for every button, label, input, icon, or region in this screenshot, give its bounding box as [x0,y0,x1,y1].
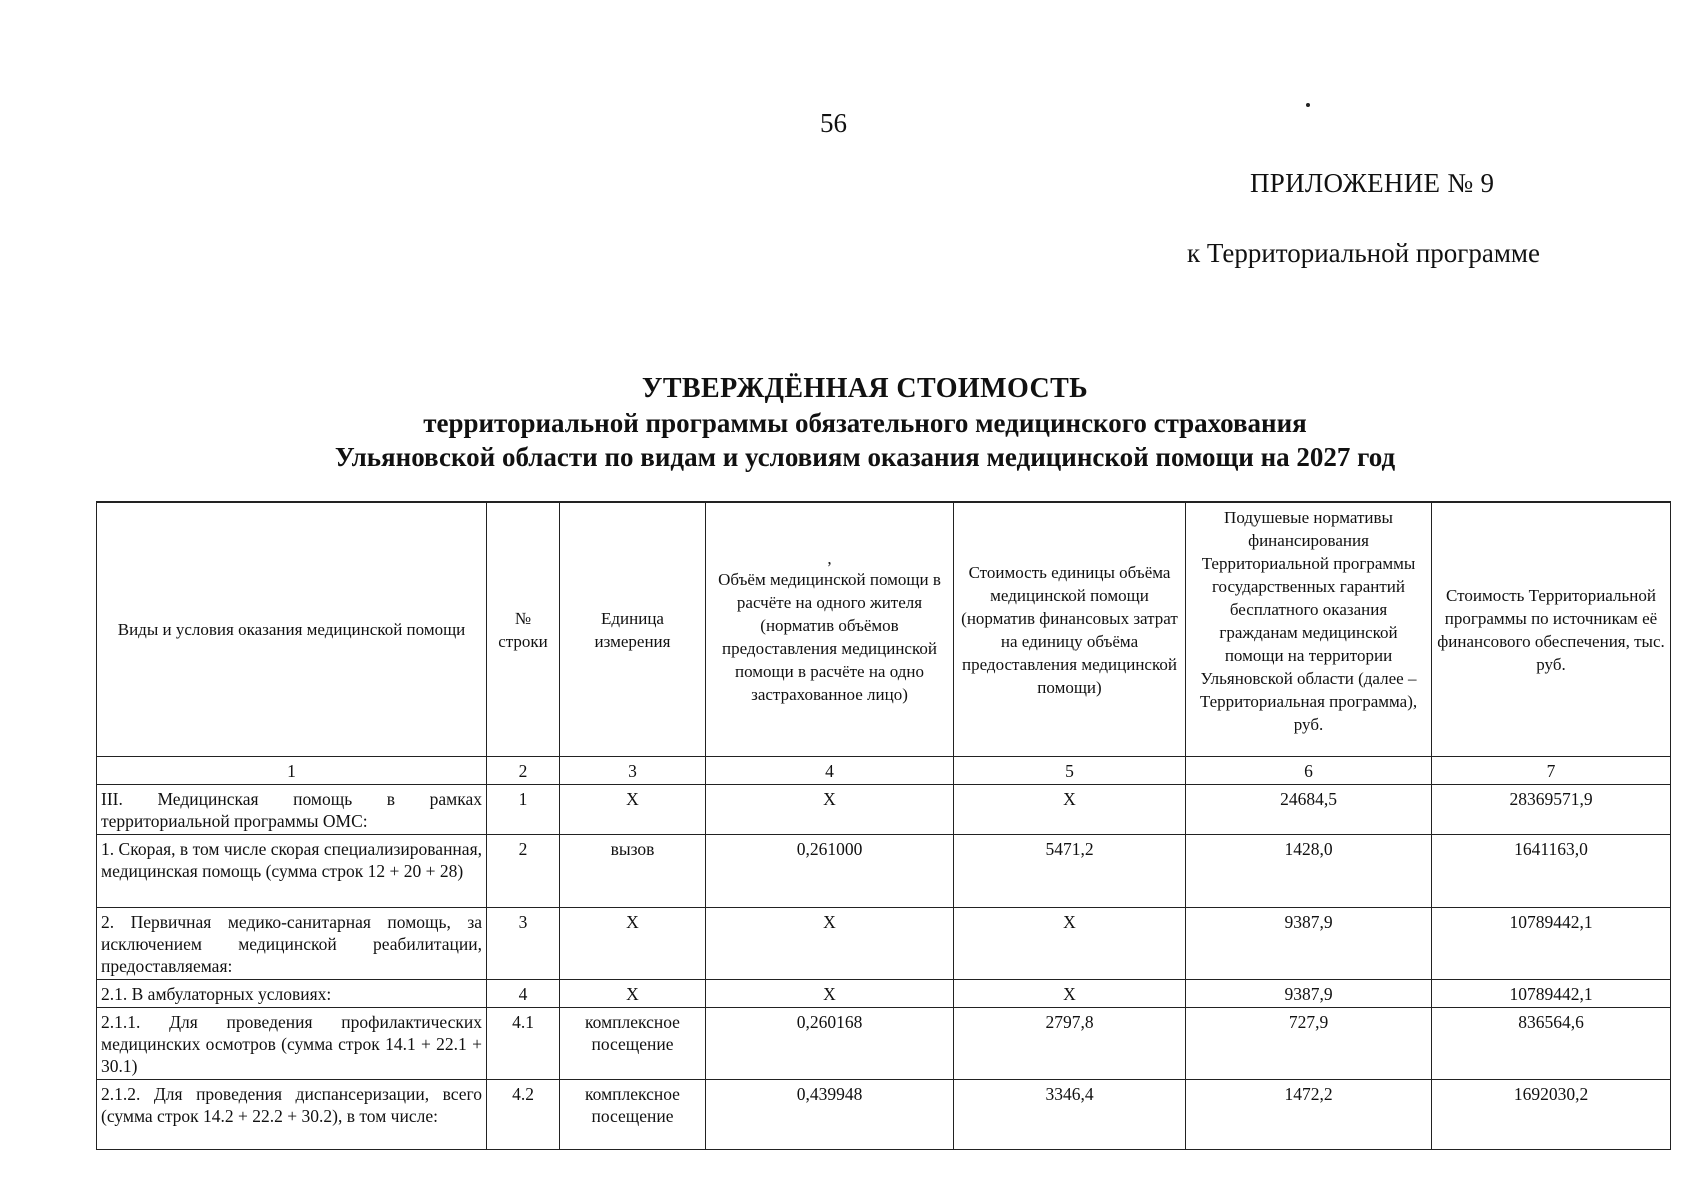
row-per-capita: 24684,5 [1186,784,1432,834]
table-row [97,1079,1671,1149]
column-number: 1 [97,756,487,784]
row-unit-cost: 2797,8 [954,1007,1186,1079]
header-unit: Единица измерения [560,502,706,756]
page-number: 56 [820,108,847,138]
header-tick-mark: , [827,548,832,568]
row-total: 1692030,2 [1432,1079,1671,1149]
row-unit: Х [560,907,706,979]
row-line-number: 3 [487,907,560,979]
row-name: 2.1. В амбулаторных условиях: [97,979,487,1007]
title-line-1: УТВЕРЖДЁННАЯ СТОИМОСТЬ [641,373,1089,404]
table-header-row [97,502,1671,756]
row-unit-cost: Х [954,907,1186,979]
row-unit: комплексное посещение [560,1079,706,1149]
cost-table [96,501,1671,1150]
row-line-number: 4.1 [487,1007,560,1079]
row-unit: комплексное посещение [560,1007,706,1079]
header-volume: , Объём медицинской помощи в расчёте на одного жителя (норматив объёмов предоставления медицинской помощи в расчёте на одно застрахованное лицо) [706,502,954,756]
row-per-capita: 1472,2 [1186,1079,1432,1149]
row-total: 10789442,1 [1432,907,1671,979]
row-unit: Х [560,784,706,834]
header-unit-cost: Стоимость единицы объёма медицинской помощи (норматив финансовых затрат на единицу объёма предоставления медицинской помощи) [954,502,1186,756]
row-volume: Х [706,907,954,979]
row-unit-cost: 5471,2 [954,834,1186,907]
row-unit-cost: Х [954,784,1186,834]
row-per-capita: 727,9 [1186,1007,1432,1079]
header-kind: Виды и условия оказания медицинской помощи [97,502,487,756]
column-number: 2 [487,756,560,784]
table-row [97,979,1671,1007]
row-line-number: 2 [487,834,560,907]
row-per-capita: 1428,0 [1186,834,1432,907]
table-row [97,784,1671,834]
row-per-capita: 9387,9 [1186,979,1432,1007]
column-number: 7 [1432,756,1671,784]
appendix-label: ПРИЛОЖЕНИЕ № 9 [1250,168,1495,198]
row-unit: Х [560,979,706,1007]
row-name: 2. Первичная медико-санитарная помощь, за исключением медицинской реабилитации, предоставляемая: [97,907,487,979]
header-per-capita: Подушевые нормативы финансирования Территориальной программы государственных гарантий бесплатного оказания гражданам медицинской помощи на территории Ульяновской области (далее – Территориальная программа), руб. [1186,502,1432,756]
header-line-number: № строки [487,502,560,756]
row-unit: вызов [560,834,706,907]
row-total: 28369571,9 [1432,784,1671,834]
row-total: 836564,6 [1432,1007,1671,1079]
table-row [97,834,1671,907]
row-per-capita: 9387,9 [1186,907,1432,979]
row-volume: Х [706,784,954,834]
appendix-subtitle: к Территориальной программе [1187,238,1540,268]
column-number: 4 [706,756,954,784]
table-row [97,907,1671,979]
row-line-number: 4 [487,979,560,1007]
row-name: 1. Скорая, в том числе скорая специализированная, медицинская помощь (сумма строк 12 + 20 + 28) [97,834,487,907]
row-name: 2.1.2. Для проведения диспансеризации, всего (сумма строк 14.2 + 22.2 + 30.2), в том числе: [97,1079,487,1149]
row-unit-cost: Х [954,979,1186,1007]
column-number: 3 [560,756,706,784]
row-volume: 0,439948 [706,1079,954,1149]
title-line-3: Ульяновской области по видам и условиям оказания медицинской помощи на 2027 год [334,442,1396,472]
column-number: 5 [954,756,1186,784]
title-line-2: территориальной программы обязательного медицинского страхования [423,408,1307,438]
row-total: 10789442,1 [1432,979,1671,1007]
row-volume: 0,260168 [706,1007,954,1079]
row-name: III. Медицинская помощь в рамках территориальной программы ОМС: [97,784,487,834]
row-unit-cost: 3346,4 [954,1079,1186,1149]
row-volume: 0,261000 [706,834,954,907]
row-line-number: 4.2 [487,1079,560,1149]
header-total-cost: Стоимость Территориальной программы по источникам её финансового обеспечения, тыс. руб. [1432,502,1671,756]
row-line-number: 1 [487,784,560,834]
column-number: 6 [1186,756,1432,784]
table-row [97,1007,1671,1079]
row-total: 1641163,0 [1432,834,1671,907]
scan-speck [1306,103,1310,107]
document-title [90,372,1640,474]
row-name: 2.1.1. Для проведения профилактических медицинских осмотров (сумма строк 14.1 + 22.1 + 30.1) [97,1007,487,1079]
column-number-row [97,756,1671,784]
row-volume: Х [706,979,954,1007]
